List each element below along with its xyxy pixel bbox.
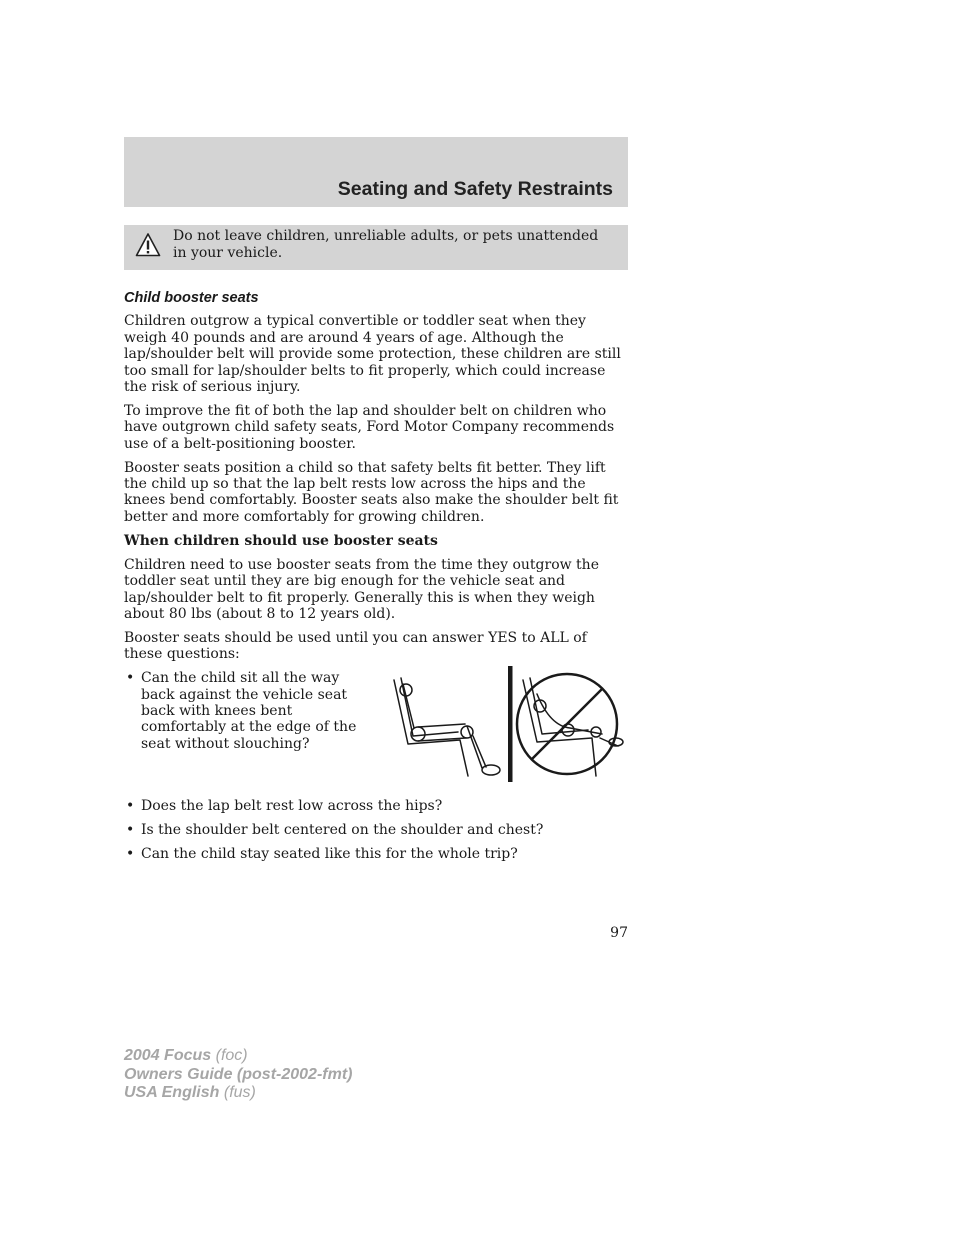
footer-line <box>124 1084 352 1103</box>
subheading: When children should use booster seats <box>124 532 438 549</box>
footer-language-code: (fus) <box>223 1084 256 1101</box>
section-heading: Child booster seats <box>124 290 259 306</box>
bullet-with-figure <box>124 670 628 798</box>
footer-guide: Owners Guide (post-2002-fmt) <box>124 1065 353 1083</box>
page-number: 97 <box>610 925 628 941</box>
section-title: Seating and Safety Restraints <box>337 178 613 200</box>
section-header-band <box>124 137 628 207</box>
paragraph: To improve the fit of both the lap and shoulder belt on children who have outgrown child safety seats, Ford Motor Company recommends use of a belt-positioning booster. <box>124 402 615 452</box>
paragraph: Booster seats position a child so that safety belts fit better. They lift the child up so that the lap belt rests low across the hips and the knees bend comfortably. Booster seats also make the shoulder belt fit better and more comfortably for growing children. <box>124 459 619 525</box>
content <box>124 290 628 870</box>
footer-model: 2004 Focus <box>124 1047 212 1064</box>
paragraph: Children outgrow a typical convertible or toddler seat when they weigh 40 pounds and are around 4 years of age. Although the lap/shoulder belt will provide some protection, these children are still too small for lap/shoulder belts to fit properly, which could increase the risk of serious injury. <box>124 313 621 396</box>
bullet-item: • Can the child sit all the way back against the vehicle seat back with knees bent comfortably at the edge of the seat without slouching? <box>124 670 377 752</box>
paragraph: Children need to use booster seats from the time they outgrow the toddler seat until they are big enough for the vehicle seat and lap/shoulder belt to fit properly. Generally this is when they weigh about 80 lbs (about 8 to 12 years old). <box>124 556 599 622</box>
booster-seat-illustration <box>390 666 626 784</box>
footer-line <box>124 1047 352 1066</box>
warning-triangle-icon <box>135 232 161 258</box>
bullet-item: • Does the lap belt rest low across the hips? <box>124 798 628 814</box>
footer-line <box>124 1066 352 1085</box>
bullet-item: • Can the child stay seated like this for the whole trip? <box>124 846 628 862</box>
footer-model-code: (foc) <box>215 1047 248 1064</box>
document-footer <box>124 1047 352 1103</box>
footer-language: USA English <box>124 1084 220 1101</box>
paragraph: Booster seats should be used until you can answer YES to ALL of these questions: <box>124 629 587 663</box>
warning-box <box>124 225 628 270</box>
bullet-item: • Is the shoulder belt centered on the shoulder and chest? <box>124 822 628 838</box>
warning-text: Do not leave children, unreliable adults, or pets unattended in your vehicle. <box>173 228 599 261</box>
